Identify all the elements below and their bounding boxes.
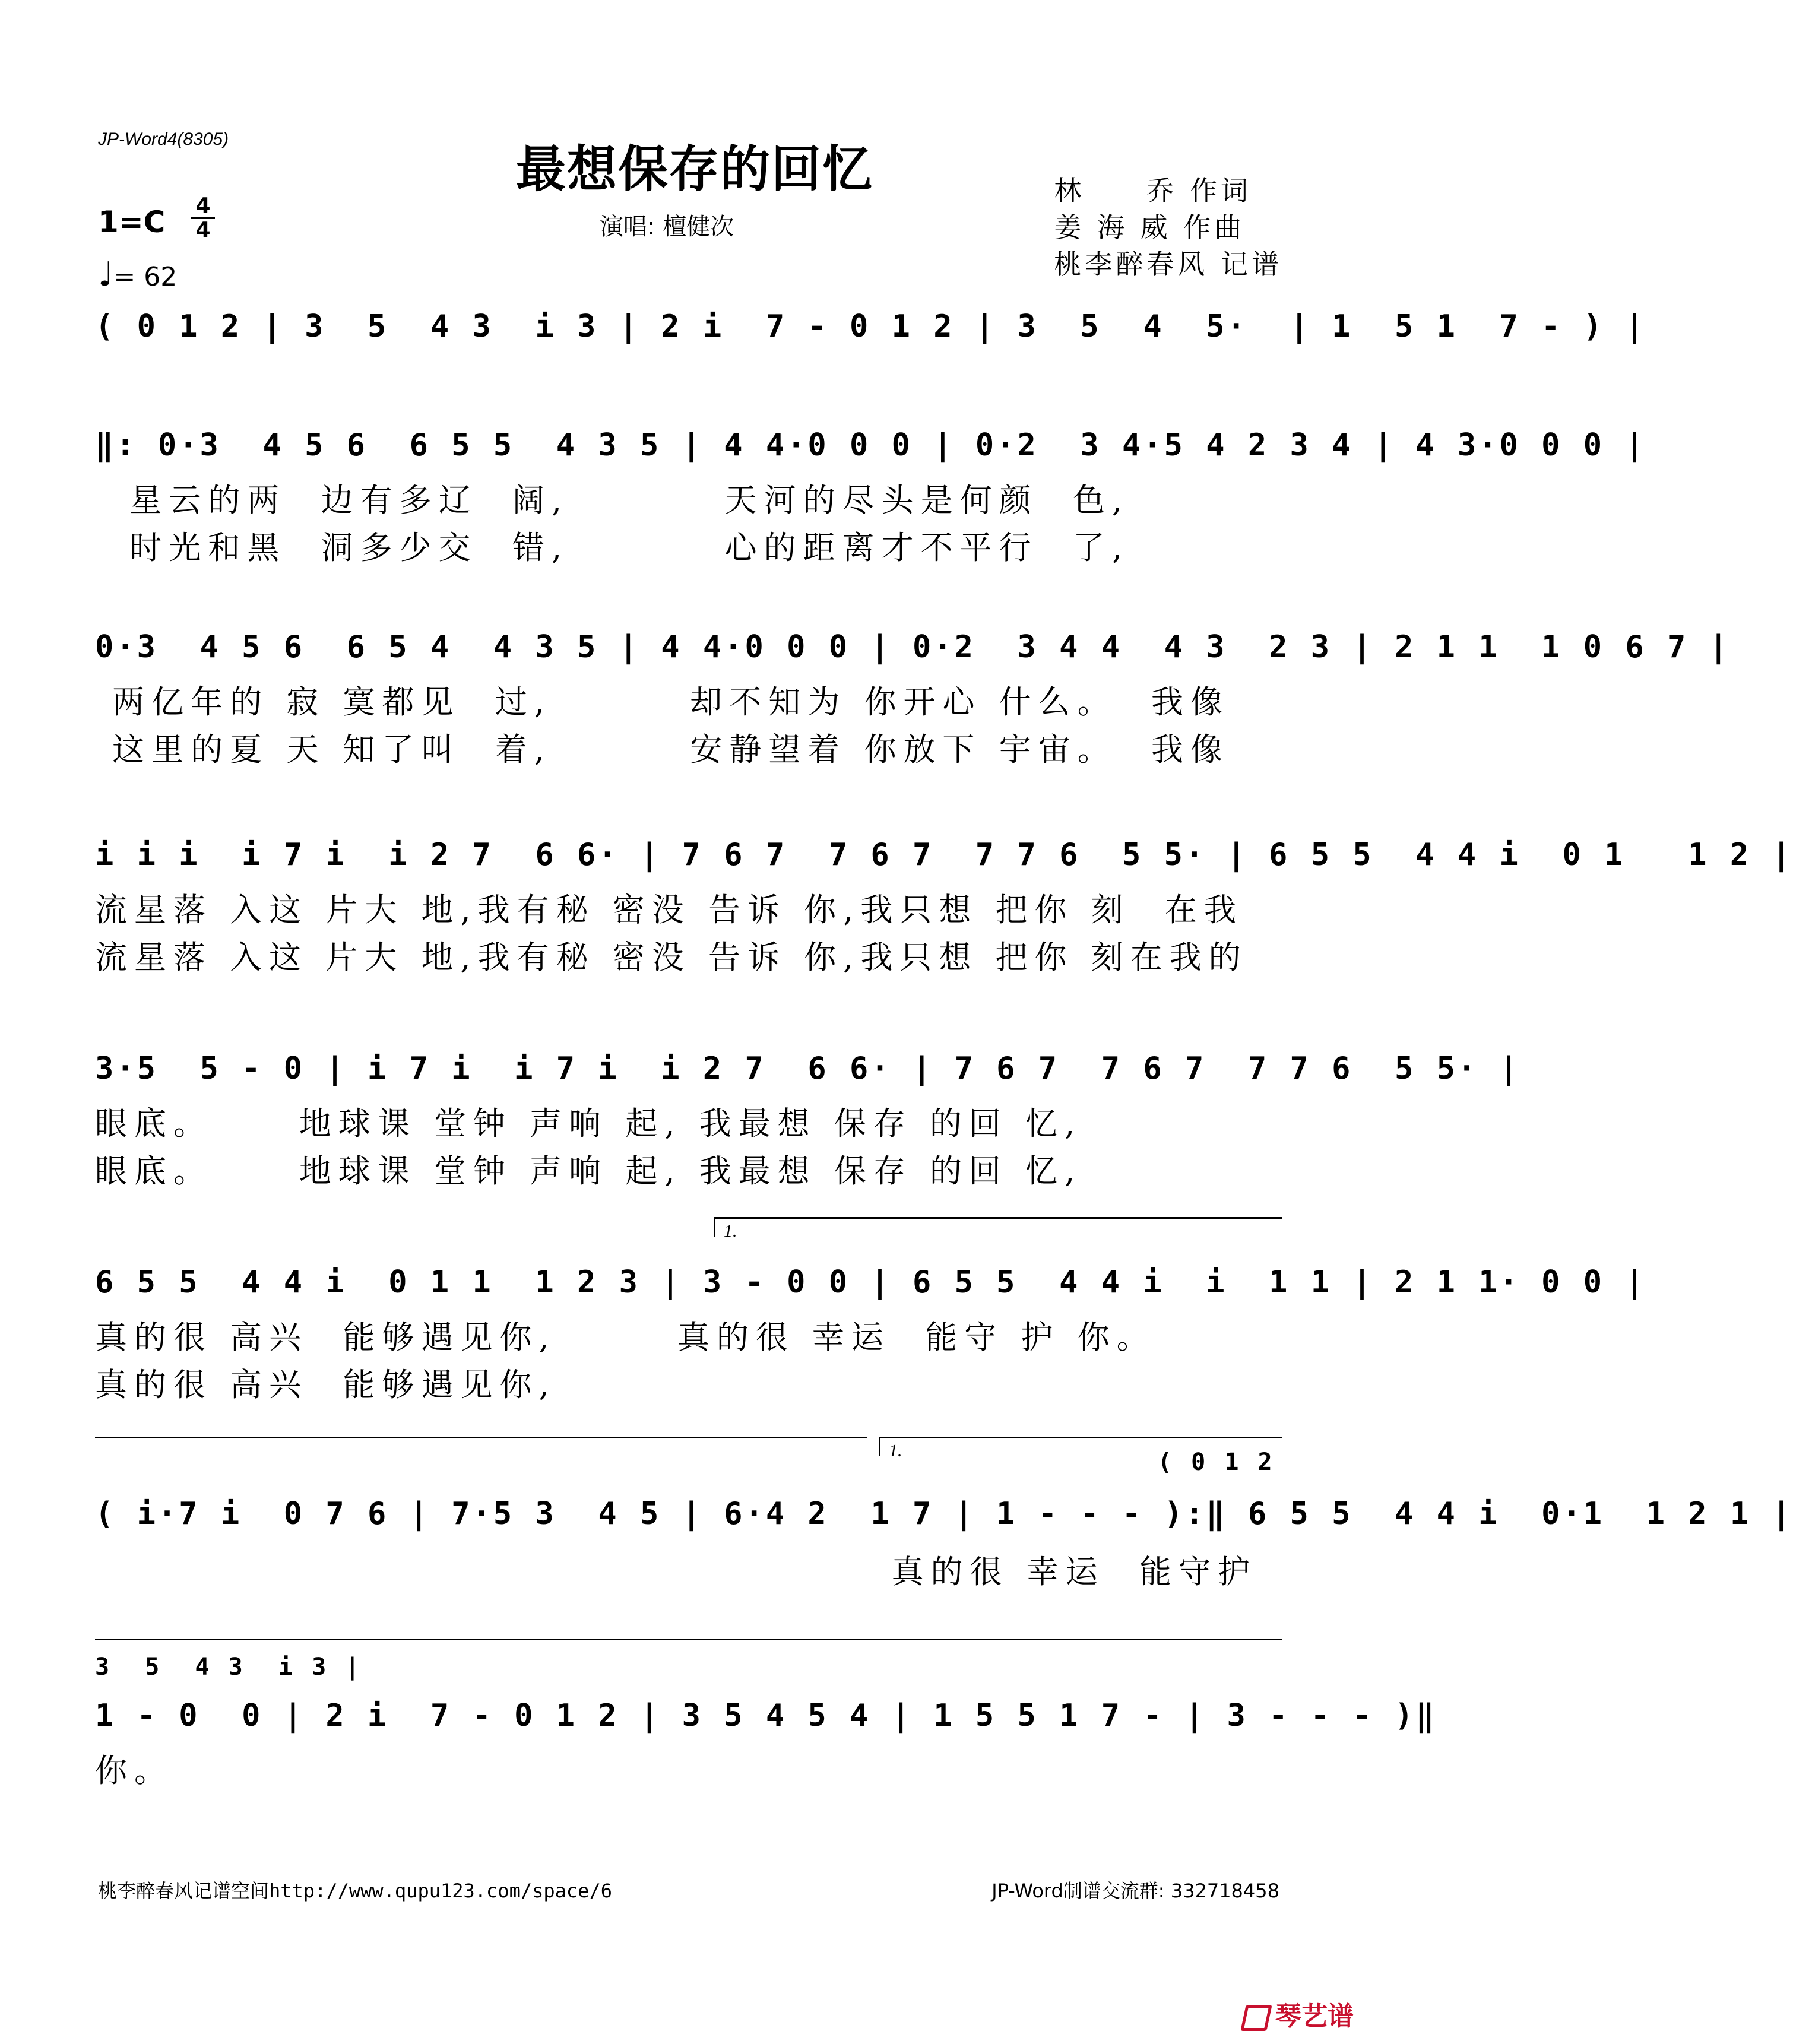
quarter-note-icon: ♩ bbox=[98, 255, 114, 294]
time-top: 4 bbox=[195, 194, 211, 218]
composer-credit: 姜 海 威 作曲 bbox=[1054, 211, 1246, 243]
singer-credit: 演唱: 檀健次 bbox=[600, 213, 734, 240]
notes-line: ‖: 0·3 4 5 6 6 5 5 4 3 5 | 4 4·0 0 0 | 0·2 3 4·5 4 2 3 4 | 4 3·0 0 0 | bbox=[95, 427, 1646, 463]
lyric-verse-1: 眼底。 地球课 堂钟 声响 起, 我最想 保存 的回 忆, bbox=[95, 1105, 1082, 1142]
notes-line: 6 5 5 4 4 i 0 1 1 1 2 3 | 3 - 0 0 | 6 5 5 4 4 i i 1 1 | 2 1 1· 0 0 | bbox=[95, 1265, 1646, 1300]
lyric-verse-1: 真的很 高兴 能够遇见你, 真的很 幸运 能守 护 你。 bbox=[95, 1319, 1156, 1356]
staff-line-top bbox=[95, 1437, 867, 1438]
time-signature bbox=[191, 196, 215, 240]
notes-line: i i i i 7 i i 2 7 6 6· | 7 6 7 7 6 7 7 7 6 5 5· | 6 5 5 4 4 i 0 1 1 2 | bbox=[95, 837, 1793, 873]
song-title: 最想保存的回忆 bbox=[515, 140, 873, 198]
volta-label: 1. bbox=[724, 1221, 737, 1241]
lyric-verse-2: 真的很 高兴 能够遇见你, bbox=[95, 1366, 556, 1403]
tempo-value: = 62 bbox=[113, 262, 178, 292]
time-bottom: 4 bbox=[195, 218, 211, 242]
lyric-verse-2: 时光和黑 洞多少交 错, 心的距离才不平行 了, bbox=[95, 529, 1130, 566]
lyric-verse-1: 流星落 入这 片大 地,我有秘 密没 告诉 你,我只想 把你 刻 在我 bbox=[95, 891, 1243, 928]
logo-icon bbox=[1240, 2005, 1272, 2031]
volta-bracket bbox=[714, 1217, 1282, 1241]
volta-label: 1. bbox=[889, 1441, 902, 1460]
site-logo bbox=[1243, 1995, 1354, 2033]
lyric-verse-1: 你。 bbox=[95, 1752, 173, 1789]
notes-line: ( 0 1 2 | 3 5 4 3 i 3 | 2 i 7 - 0 1 2 | 3 5 4 5· | 1 5 1 7 - ) | bbox=[95, 309, 1646, 344]
lyricist-credit: 林 乔 作词 bbox=[1054, 175, 1252, 207]
lyric-verse-2: 眼底。 地球课 堂钟 声响 起, 我最想 保存 的回 忆, bbox=[95, 1152, 1082, 1190]
notes-line: 3·5 5 - 0 | i 7 i i 7 i i 2 7 6 6· | 7 6 7 7 6 7 7 7 6 5 5· | bbox=[95, 1051, 1520, 1086]
lyric-verse-1: 两亿年的 寂 寞都见 过, 却不知为 你开心 什么。 我像 bbox=[95, 683, 1230, 721]
logo-text: 琴艺谱 bbox=[1275, 2001, 1354, 2032]
footer-left: 桃李醉春风记谱空间http://www.qupu123.com/space/6 bbox=[98, 1880, 612, 1902]
staff-line-top bbox=[95, 1639, 1282, 1640]
lyric-verse-1: 真的很 幸运 能守护 bbox=[95, 1553, 1257, 1590]
upper-notes: 3 5 4 3 i 3 | bbox=[95, 1653, 362, 1681]
lyric-verse-2: 流星落 入这 片大 地,我有秘 密没 告诉 你,我只想 把你 刻在我的 bbox=[95, 939, 1248, 976]
software-label: JP-Word4(8305) bbox=[98, 129, 229, 149]
pickup-notes: ( 0 1 2 bbox=[1158, 1449, 1275, 1476]
tempo-marking bbox=[98, 255, 177, 294]
notes-line: 0·3 4 5 6 6 5 4 4 3 5 | 4 4·0 0 0 | 0·2 3 4 4 4 3 2 3 | 2 1 1 1 0 6 7 | bbox=[95, 629, 1730, 665]
notes-line: ( i·7 i 0 7 6 | 7·5 3 4 5 | 6·4 2 1 7 | 1 - - - ):‖ 6 5 5 4 4 i 0·1 1 2 1 | bbox=[95, 1496, 1793, 1532]
lyric-verse-1: 星云的两 边有多辽 阔, 天河的尽头是何颜 色, bbox=[95, 481, 1130, 519]
footer-right: JP-Word制谱交流群: 332718458 bbox=[991, 1880, 1279, 1902]
key-signature: 1=C bbox=[98, 205, 166, 239]
credits-block bbox=[1054, 172, 1282, 283]
transcriber-credit: 桃李醉春风 记谱 bbox=[1054, 248, 1282, 280]
notes-line: 1 - 0 0 | 2 i 7 - 0 1 2 | 3 5 4 5 4 | 1 5 5 1 7 - | 3 - - - )‖ bbox=[95, 1698, 1437, 1734]
lyric-verse-2: 这里的夏 天 知了叫 着, 安静望着 你放下 宇宙。 我像 bbox=[95, 731, 1230, 768]
